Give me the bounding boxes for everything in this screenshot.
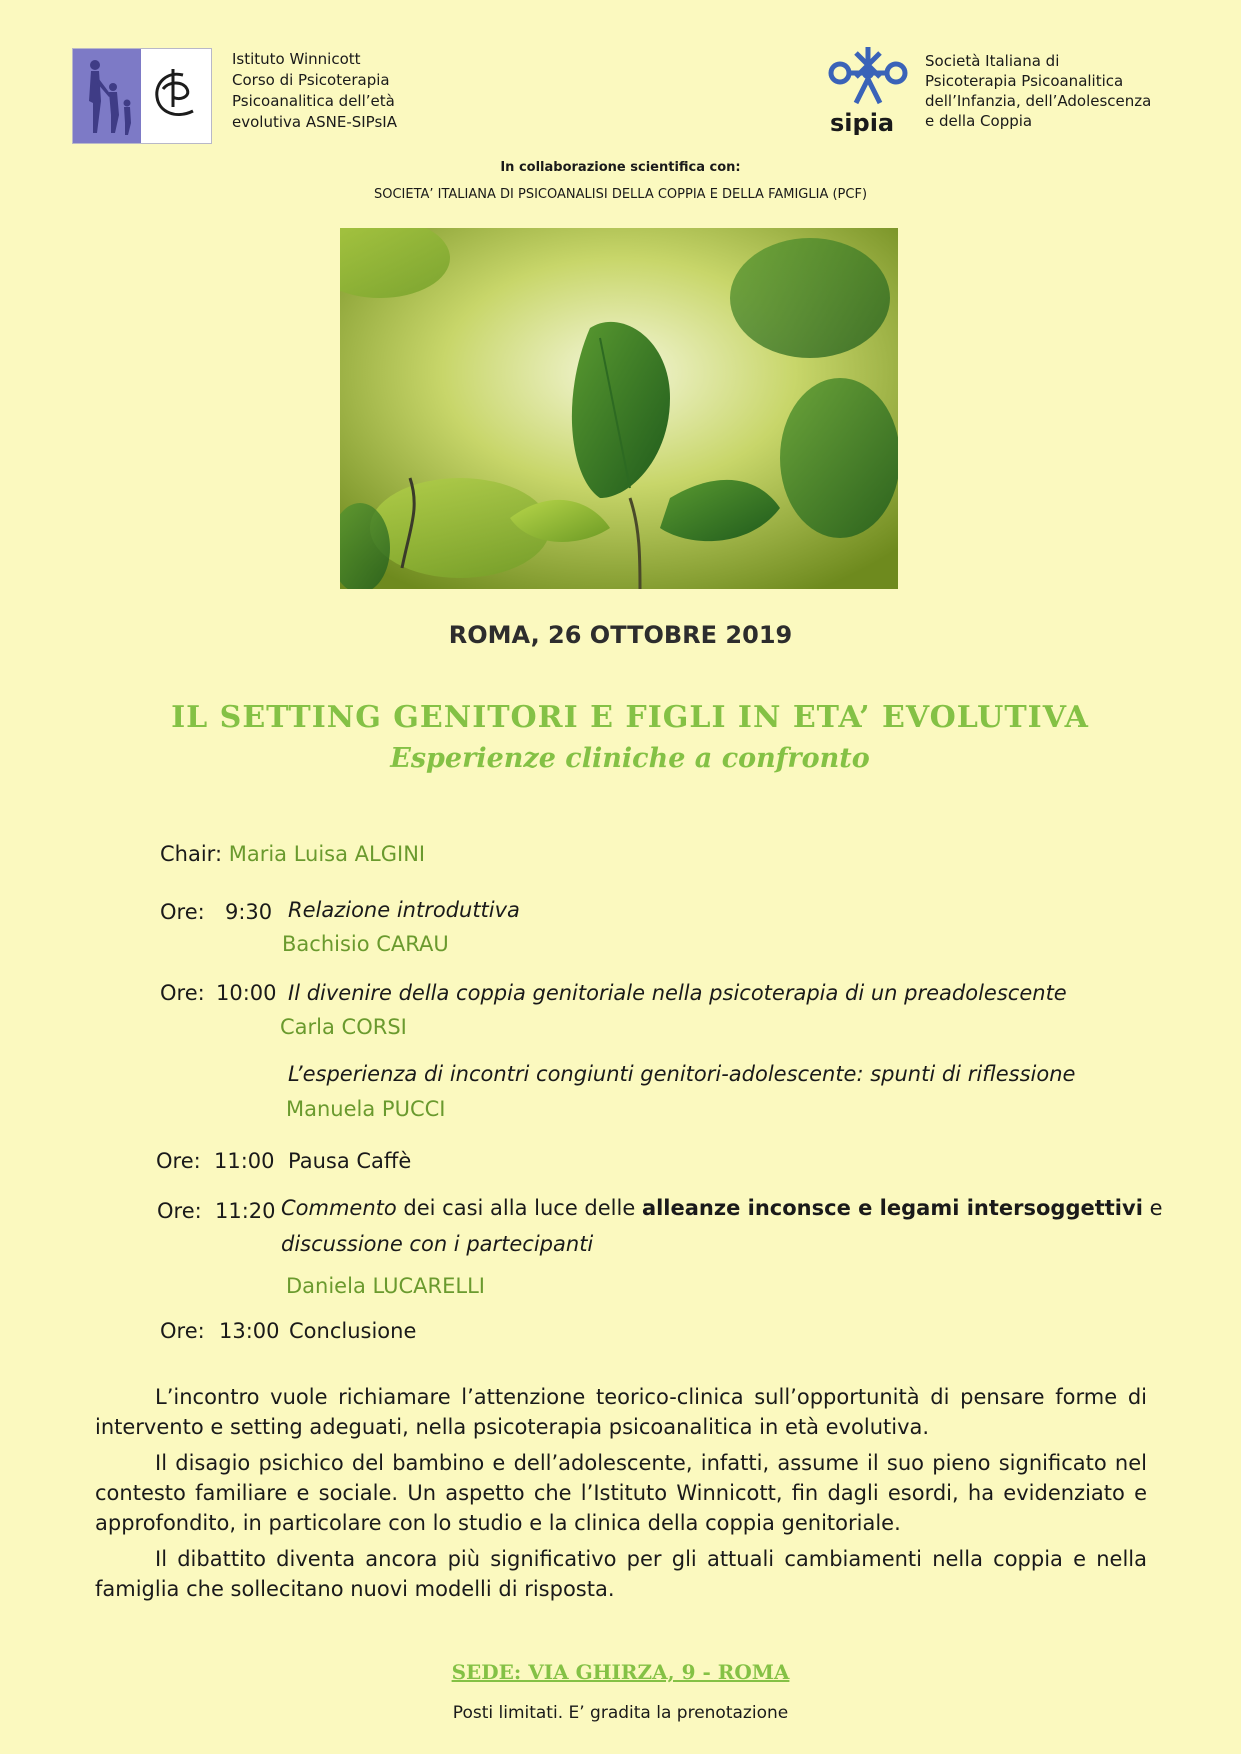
ore-label: Ore: — [160, 900, 205, 924]
talk-part-bold: alleanze inconsce e legami intersoggettivi — [641, 1196, 1143, 1220]
istituto-winnicott-name — [232, 49, 397, 133]
intro-paragraph: L’incontro vuole richiamare l’attenzione teorico-clinica sull’opportunità di pensare forme di intervento e setting adeguati, nella psicoterapia psicoanalitica in età evolutiva. — [95, 1385, 1147, 1439]
ore-label: Ore: — [160, 1319, 205, 1343]
time-label: 13:00 — [219, 1319, 280, 1343]
event-subtitle: Esperienze cliniche a confronto — [390, 743, 870, 774]
talk-title: Conclusione — [289, 1319, 417, 1343]
chair-name: Maria Luisa ALGINI — [228, 842, 426, 866]
time-label: 10:00 — [216, 981, 277, 1005]
talk-title-cont: discussione con i partecipanti — [281, 1232, 594, 1256]
header-right-line: e della Coppia — [925, 112, 1033, 130]
intro-paragraph: Il disagio psichico del bambino e dell’adolescente, infatti, assume il suo pieno significato nel contesto familiare e sociale. Un aspetto che l’Istituto Winnicott, fin dagli esordi, ha evidenziato e approfondito, in particolare con lo studio e la clinica della coppia genitoriale. — [95, 1451, 1147, 1535]
talk-title — [281, 1196, 1163, 1220]
speaker-name: Manuela PUCCI — [286, 1097, 446, 1121]
header-left-line: evolutiva ASNE-SIPsIA — [232, 113, 397, 131]
header-right-line: Società Italiana di — [925, 52, 1060, 70]
event-date: ROMA, 26 OTTOBRE 2019 — [448, 621, 793, 649]
talk-part: Commento — [281, 1196, 397, 1220]
speaker-name: Daniela LUCARELLI — [286, 1274, 485, 1298]
header-left-line: Istituto Winnicott — [232, 50, 361, 68]
venue-address: SEDE: VIA GHIRZA, 9 - ROMA — [451, 1660, 790, 1684]
intro-paragraph: Il dibattito diventa ancora più significativo per gli attuali cambiamenti nella coppia e nella famiglia che sollecitano nuovi modelli di risposta. — [95, 1547, 1147, 1601]
speaker-name: Bachisio CARAU — [282, 932, 449, 956]
ore-label: Ore: — [156, 1149, 201, 1173]
header-right-line: Psicoterapia Psicoanalitica — [925, 72, 1124, 90]
sipia-logo-text: sipia — [830, 109, 895, 135]
speaker-name: Carla CORSI — [280, 1015, 407, 1039]
sipia-figure-icon — [826, 43, 910, 135]
talk-part: e — [1142, 1196, 1163, 1220]
chair-line — [160, 842, 425, 866]
talk-title: L’esperienza di incontri congiunti genitori-adolescente: spunti di riflessione — [288, 1062, 1076, 1086]
sipia-name — [925, 51, 1151, 131]
program-item — [160, 900, 205, 924]
talk-title: Pausa Caffè — [288, 1149, 412, 1173]
header-right-line: dell’Infanzia, dell’Adolescenza — [925, 92, 1152, 110]
istituto-winnicott-logo — [72, 48, 212, 144]
chair-label: Chair: — [160, 842, 223, 866]
time-label: 9:30 — [225, 900, 273, 924]
family-figures-icon — [73, 49, 141, 143]
header-left-line: Corso di Psicoterapia — [232, 71, 390, 89]
collaboration-label: In collaborazione scientifica con: — [500, 160, 741, 175]
time-label: 11:20 — [215, 1199, 276, 1223]
leaves-photo — [340, 228, 898, 589]
sipia-logo — [826, 43, 910, 135]
ore-label: Ore: — [160, 981, 205, 1005]
event-title: IL SETTING GENITORI E FIGLI IN ETA’ EVOLUTIVA — [171, 700, 1089, 735]
talk-title: Relazione introduttiva — [288, 898, 520, 922]
booking-note: Posti limitati. E’ gradita la prenotazione — [452, 1703, 789, 1723]
talk-title: Il divenire della coppia genitoriale nella psicoterapia di un preadolescente — [288, 981, 1067, 1005]
header-left-line: Psicoanalitica dell’età — [232, 92, 395, 110]
swirl-mark-icon — [149, 67, 203, 125]
time-label: 11:00 — [214, 1149, 275, 1173]
collaboration-org: SOCIETA’ ITALIANA DI PSICOANALISI DELLA COPPIA E DELLA FAMIGLIA (PCF) — [373, 187, 868, 202]
talk-part: dei casi alla luce delle — [396, 1196, 642, 1220]
ore-label: Ore: — [157, 1199, 202, 1223]
intro-text — [95, 1382, 1147, 1610]
